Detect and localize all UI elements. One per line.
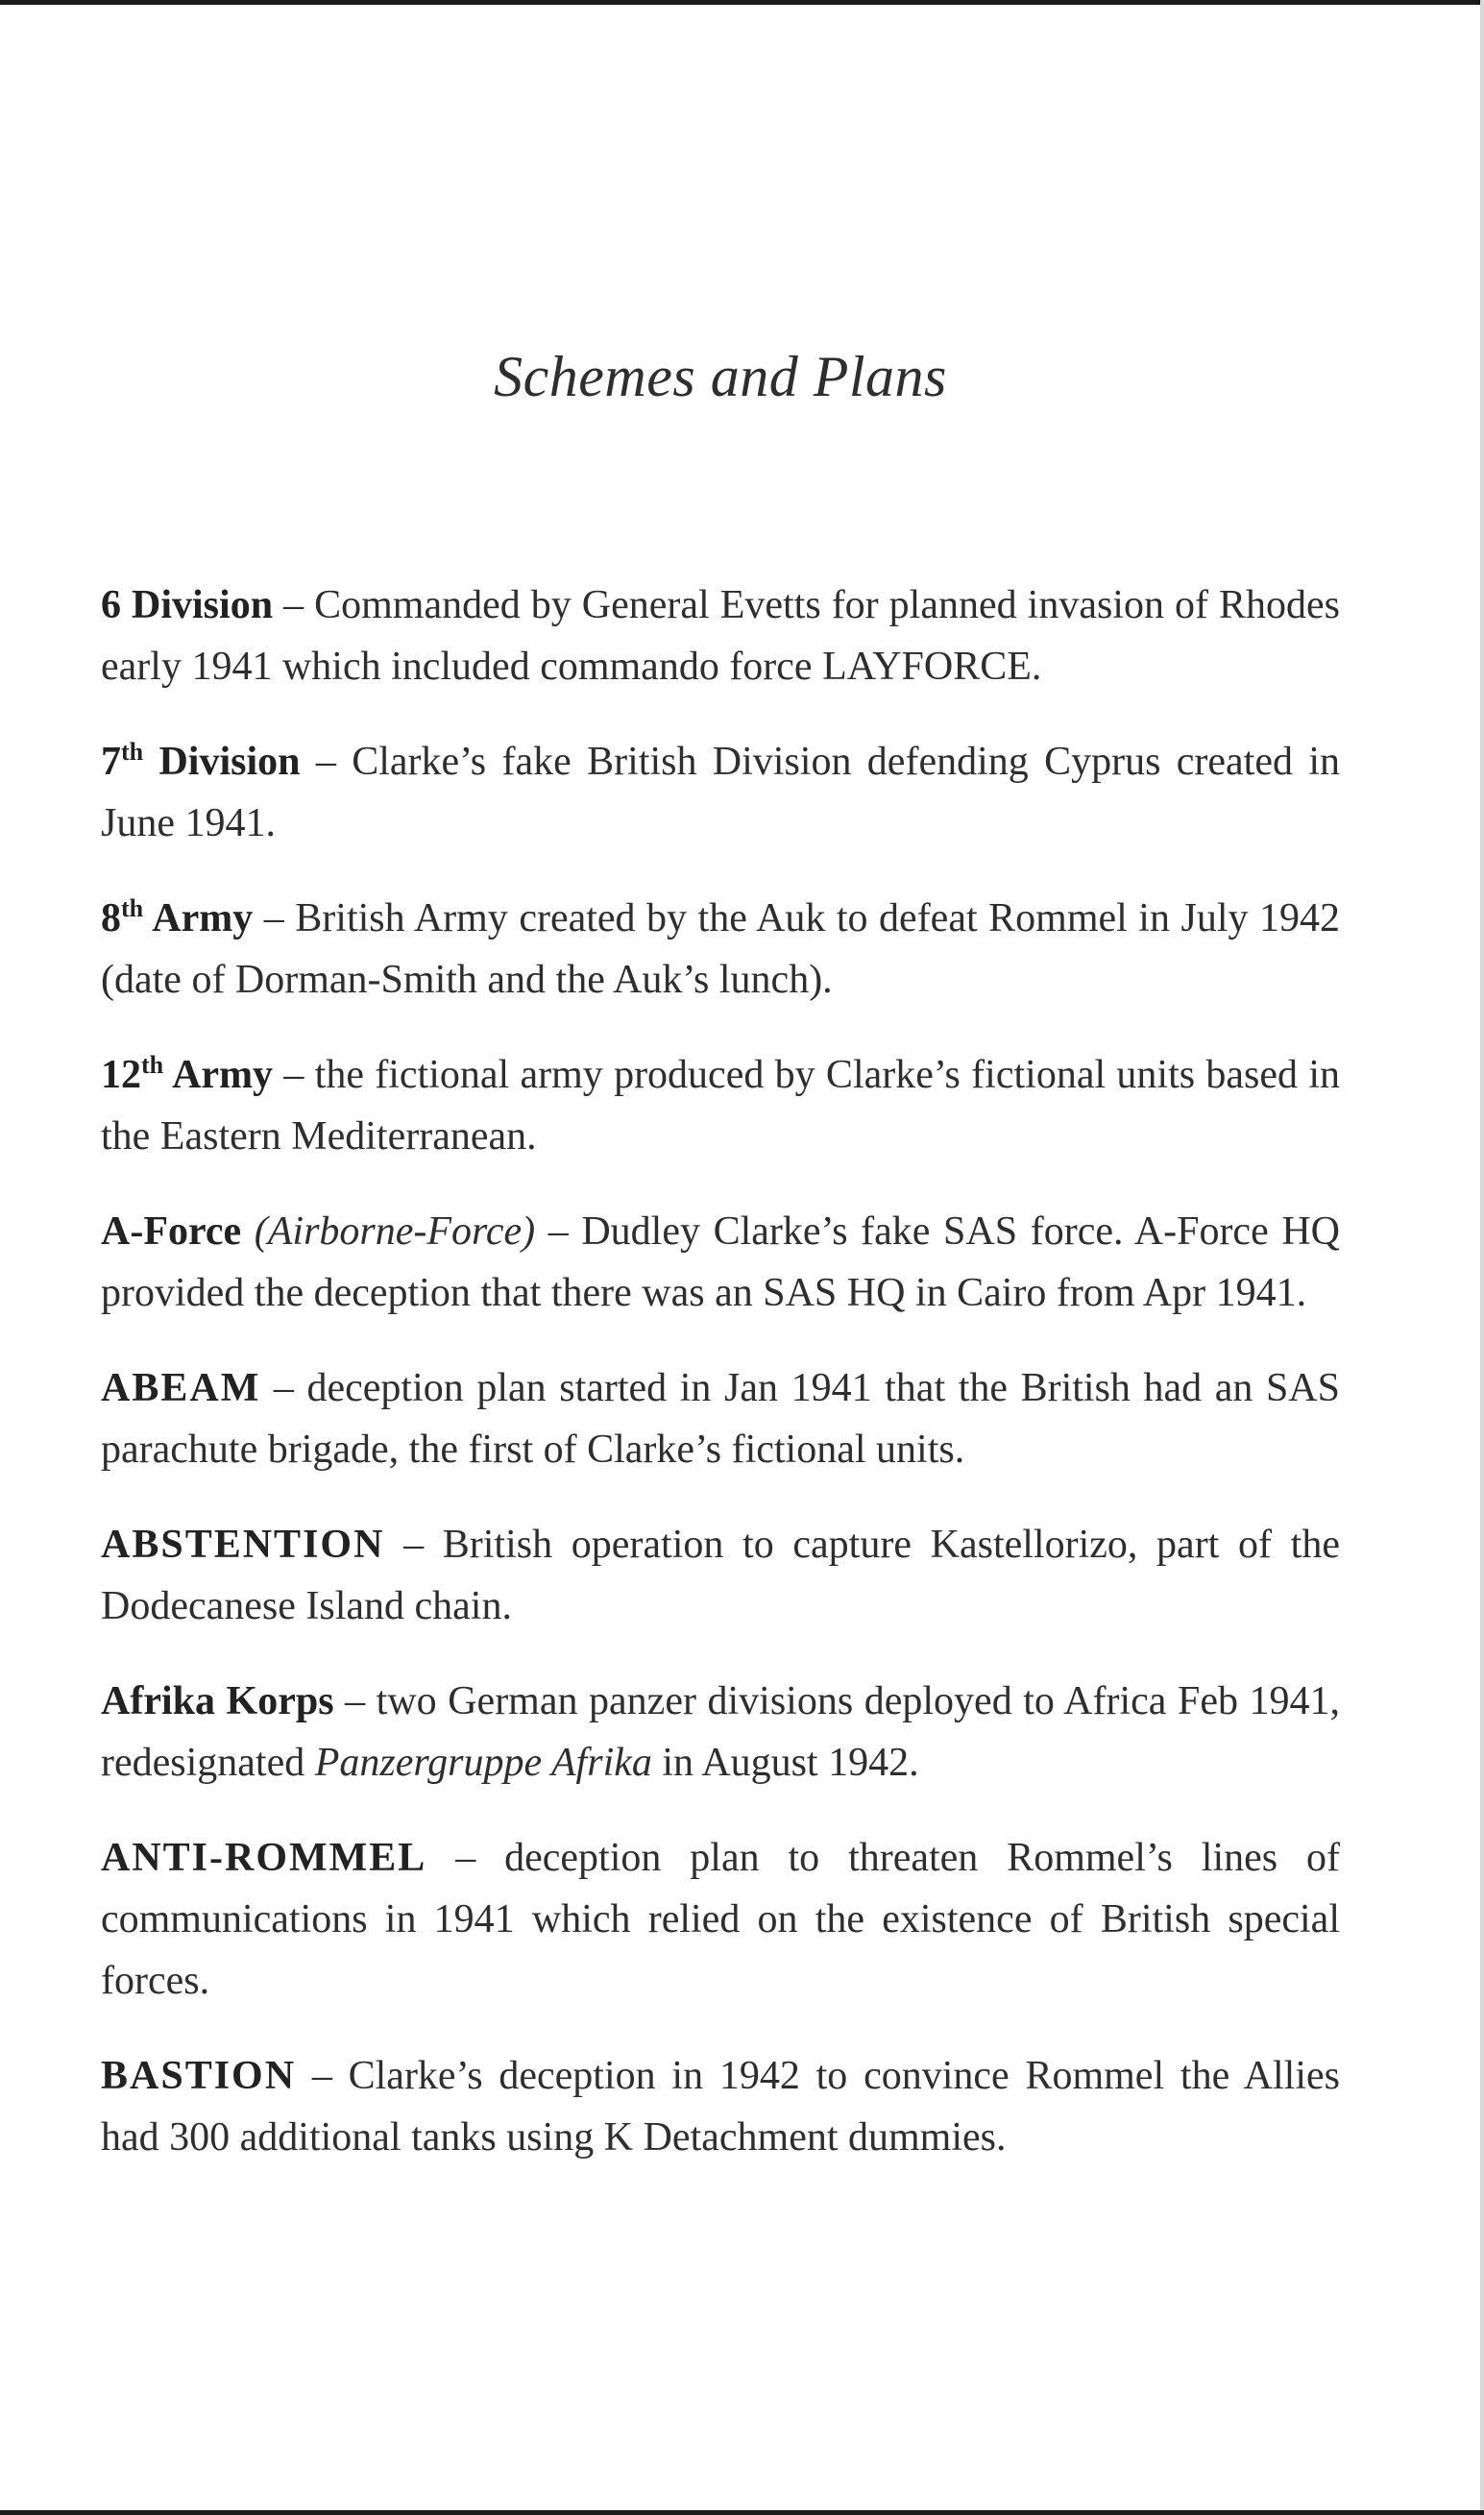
page-top-edge	[0, 0, 1484, 5]
entry-definition-italic: Panzergruppe Afrika	[314, 1741, 652, 1785]
glossary-entry-anti-rommel	[101, 1827, 1340, 2012]
entry-term: ABSTENTION	[101, 1523, 385, 1567]
entry-term-name: Division	[143, 740, 301, 784]
entry-term: A-Force	[101, 1209, 242, 1254]
entry-definition: – Clarke’s deception in 1942 to convince Rommel the Allies had 300 additional tanks using K Detachment dummies.	[101, 2054, 1340, 2160]
entry-term-ordinal: th	[141, 1051, 164, 1079]
entry-definition-end: in August 1942.	[651, 1741, 919, 1785]
entry-definition: – the fictional army produced by Clarke’s fictional units based in the Eastern Mediterranean.	[101, 1053, 1340, 1159]
entry-definition: – two German panzer divisions deployed to Africa Feb 1941, redesignated	[101, 1679, 1341, 1785]
glossary-entry-6-division	[101, 574, 1340, 697]
entry-term	[101, 1053, 273, 1097]
entry-term: BASTION	[101, 2054, 297, 2098]
entry-term: Afrika Korps	[101, 1679, 334, 1723]
glossary-list	[101, 574, 1340, 2202]
entry-definition: – British operation to capture Kastellorizo, part of the Dodecanese Island chain.	[101, 1523, 1340, 1628]
entry-term-ordinal: th	[121, 738, 144, 766]
entry-term	[101, 740, 301, 784]
glossary-entry-afrika-korps	[101, 1671, 1340, 1794]
entry-term-number: 8	[101, 896, 121, 940]
page-bottom-edge	[0, 2510, 1484, 2515]
entry-term-expansion: (Airborne-Force)	[254, 1209, 536, 1254]
entry-term: ABEAM	[101, 1366, 261, 1410]
entry-definition: – Commanded by General Evetts for planned invasion of Rhodes early 1941 which included commando force LAYFORCE.	[101, 583, 1340, 689]
entry-definition: – British Army created by the Auk to defeat Rommel in July 1942 (date of Dorman-Smith and the Auk’s lunch).	[101, 896, 1340, 1002]
entry-term-number: 7	[101, 740, 121, 784]
page-right-edge	[1480, 0, 1484, 2515]
glossary-entry-abeam	[101, 1357, 1340, 1480]
glossary-entry-12th-army	[101, 1044, 1340, 1167]
entry-definition: – deception plan started in Jan 1941 that the British had an SAS parachute brigade, the first of Clarke’s fictional units.	[101, 1366, 1340, 1472]
page-title: Schemes and Plans	[494, 345, 947, 409]
glossary-entry-abstention	[101, 1514, 1340, 1637]
glossary-entry-7th-division	[101, 731, 1340, 854]
entry-term-ordinal: th	[121, 894, 144, 922]
entry-definition: – Clarke’s fake British Division defending Cyprus created in June 1941.	[101, 740, 1340, 845]
entry-definition: – Dudley Clarke’s fake SAS force. A-Force HQ provided the deception that there was an SAS HQ in Cairo from Apr 1941.	[101, 1209, 1340, 1315]
entry-term: 6 Division	[101, 583, 274, 627]
entry-term: ANTI-ROMMEL	[101, 1836, 427, 1880]
entry-term	[101, 896, 253, 940]
glossary-entry-bastion	[101, 2045, 1340, 2168]
entry-term-number: 12	[101, 1053, 141, 1097]
entry-term-name: Army	[143, 896, 254, 940]
entry-definition: – deception plan to threaten Rommel’s lines of communications in 1941 which relied on the existence of British special forces.	[101, 1836, 1340, 2003]
glossary-entry-8th-army	[101, 888, 1340, 1011]
glossary-entry-a-force	[101, 1201, 1340, 1324]
entry-term-name: Army	[163, 1053, 274, 1097]
